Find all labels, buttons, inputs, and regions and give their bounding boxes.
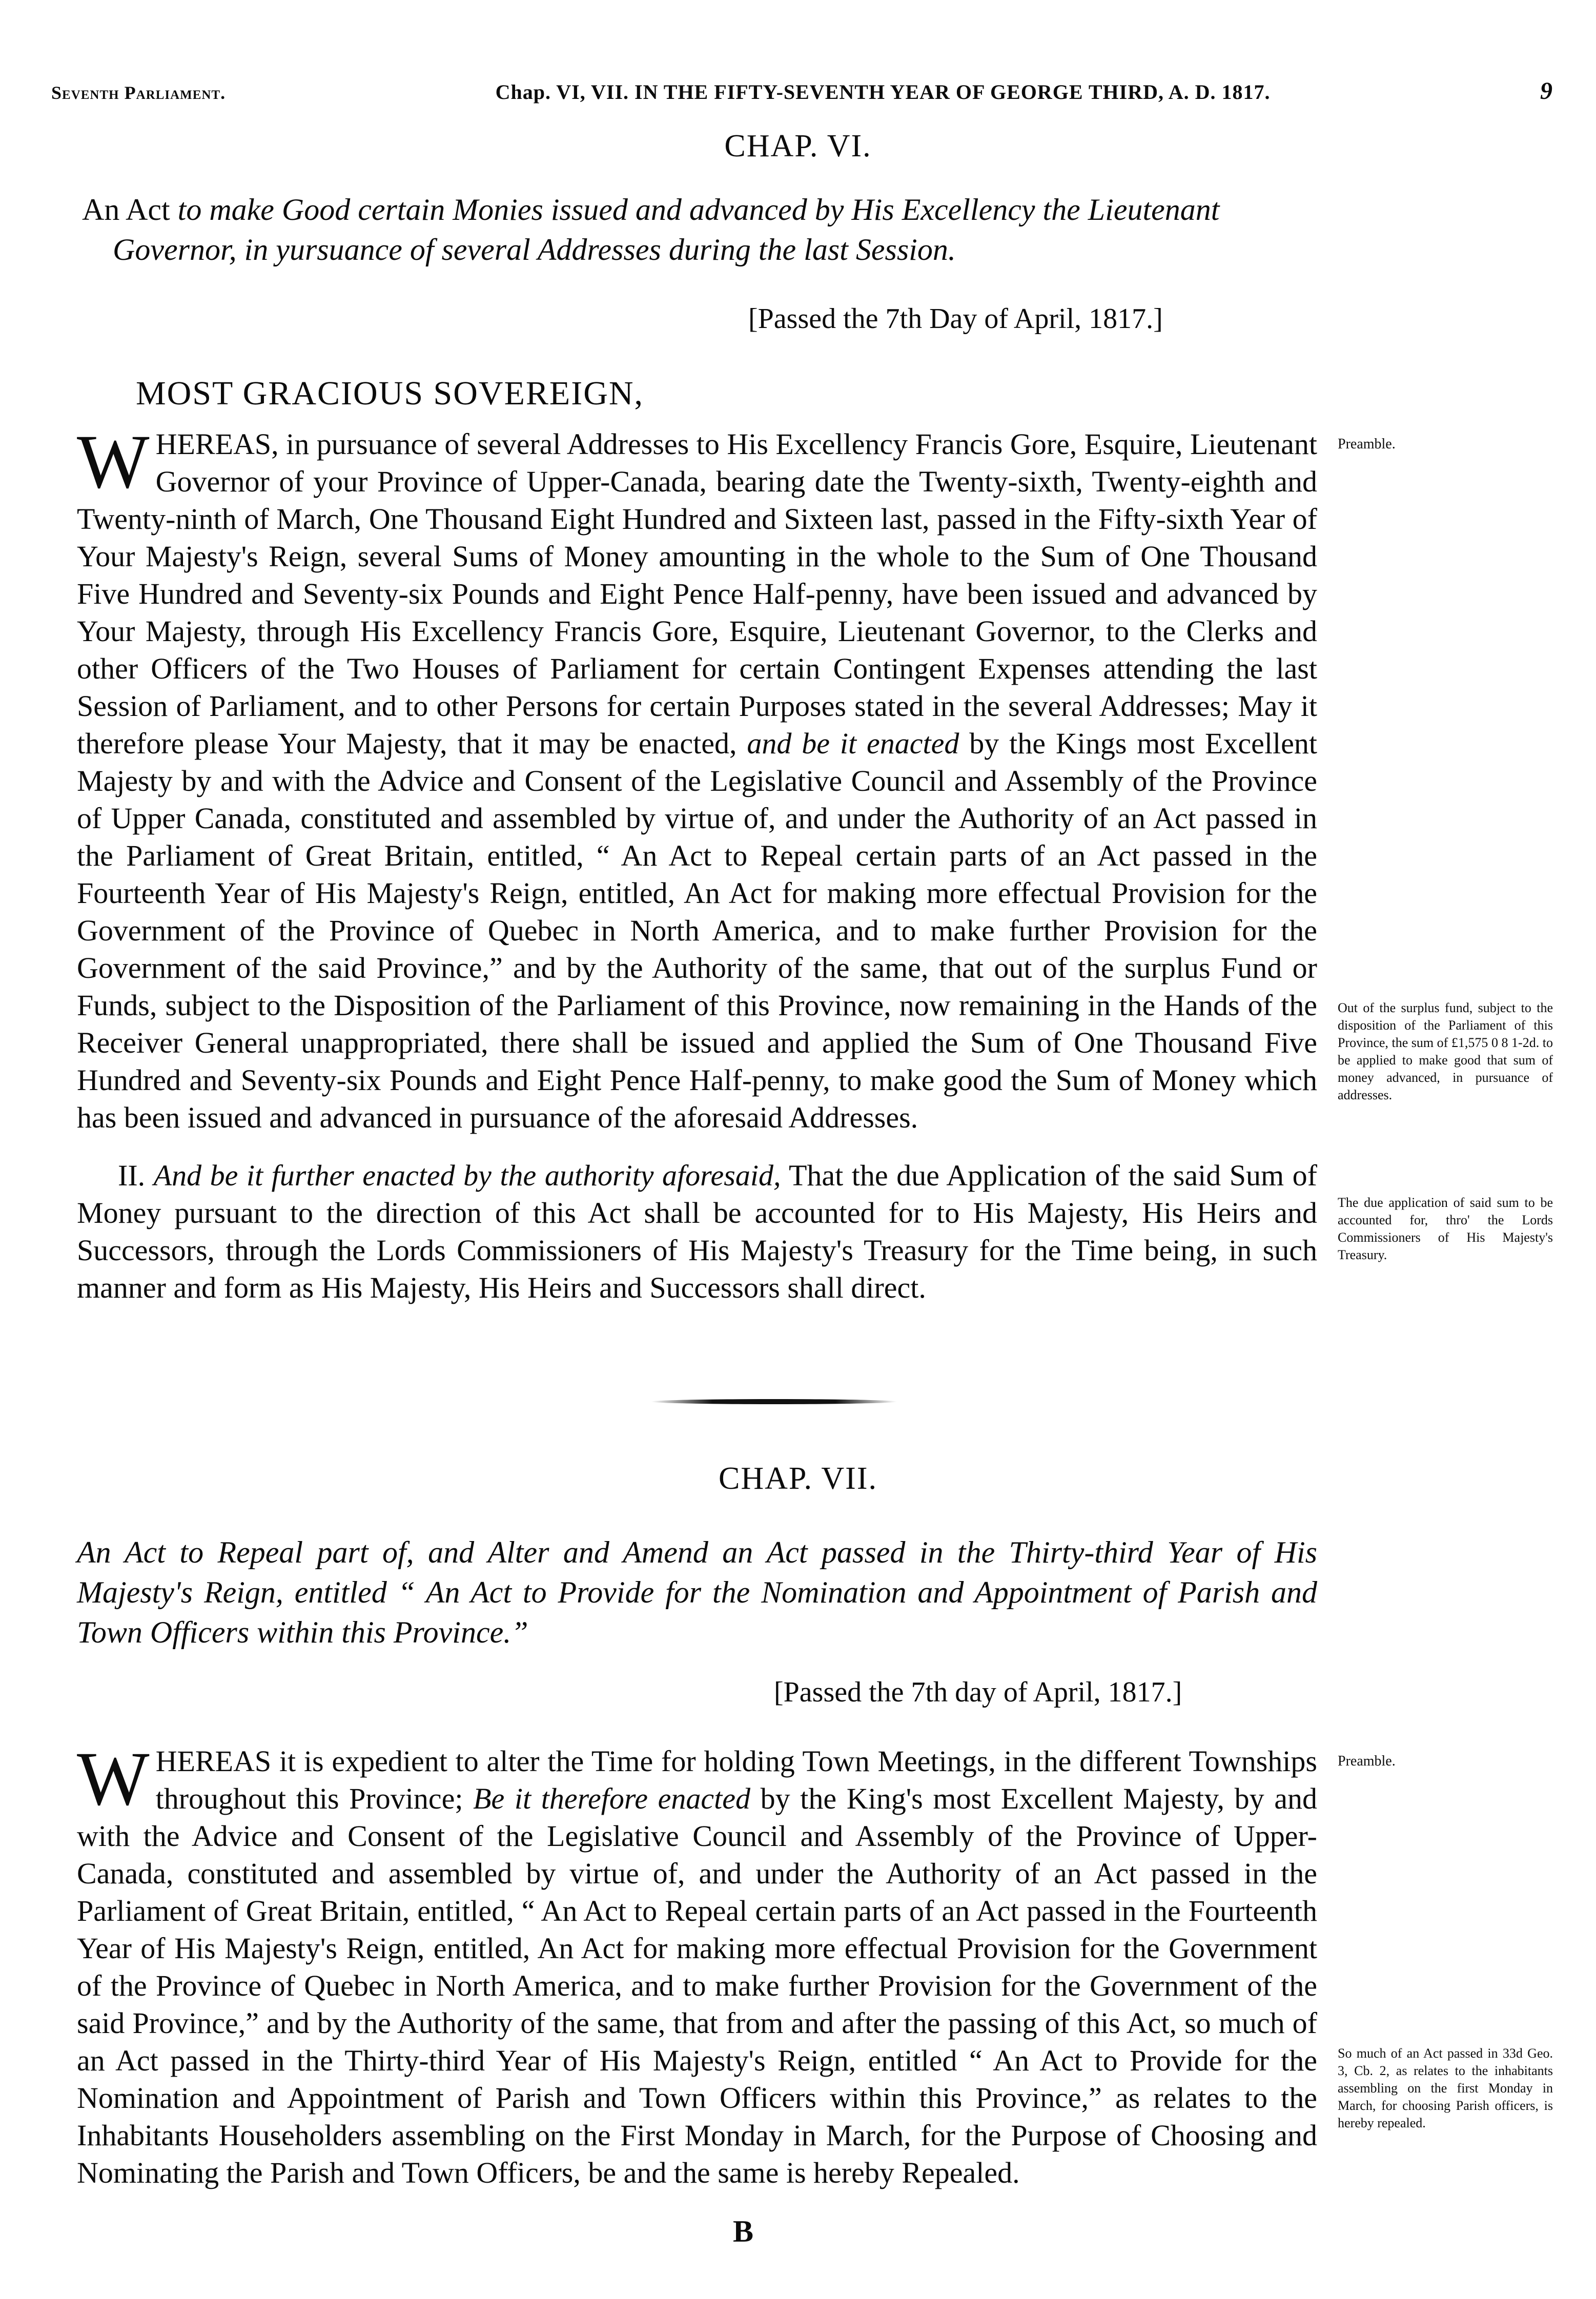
- chapter-7-paragraph-1-rest: by the King's most Excellent Majesty, by and with the Advice and Consent of the Legislative Council and Assembly of the Province of Upper-Canada, constituted and assembled by virtue of, and under the Authority of an Act passed in the Parliament of Great Britain, entitled, “ An Act to Repeal certain parts of an Act passed in the Fourteenth Year of His Majesty's Reign, entitled, An Act for making more effectual Provision for the Government of the Province of Quebec in North America, and to make further Provision for the Government of the said Province,” and by the Authority of the same, that from and after the passing of this Act, so much of an Act passed in the Thirty-third Year of His Majesty's Reign, entitled “ An Act to Provide for the Nomination and Appointment of Parish and Town Officers within this Province,” as relates to the Inhabitants Householders assembling on the First Monday in March, for the Purpose of Choosing and Nominating the Parish and Town Officers, be and the same is hereby Repealed.: [77, 1782, 1317, 2189]
- chapter-6-paragraph-1-italic: and be it enacted: [747, 727, 959, 760]
- chapter-6-paragraph-1-text: HEREAS, in pursuance of several Addresses to His Excellency Francis Gore, Esquire, Lieutenant Governor of your Province of Upper-Canada, bearing date the Twenty-sixth, Twenty-eighth and Twenty-ninth of March, One Thousand Eight Hundred and Sixteen last, passed in the Fifty-sixth Year of Your Majesty's Reign, several Sums of Money amounting in the whole to the Sum of One Thousand Five Hundred and Seventy-six Pounds and Eight Pence Half-penny, have been issued and advanced by Your Majesty, through His Excellency Francis Gore, Esquire, Lieutenant Governor, to the Clerks and other Officers of the Two Houses of Parliament for certain Contingent Expenses attending the last Session of Parliament, and to other Persons for certain Purposes stated in the several Addresses; May it therefore please Your Majesty, that it may be enacted,: [77, 427, 1317, 760]
- running-header: [51, 77, 1553, 105]
- chapter-7-body: [77, 1736, 1317, 2191]
- chapter-7-heading: CHAP. VII.: [719, 1461, 877, 1496]
- chapter-6-dropcap: W: [77, 419, 150, 504]
- chapter-6-paragraph-2: [77, 1157, 1317, 1306]
- chapter-6-paragraph-1-rest: by the Kings most Excellent Majesty by and with the Advice and Consent of the Legislative Council and Assembly of the Province of Upper Canada, constituted and assembled by virtue of, and under the Authority of an Act passed in the Parliament of Great Britain, entitled, “ An Act to Repeal certain parts of an Act passed in the Fourteenth Year of His Majesty's Reign, entitled, An Act for making more effectual Provision for the Government of the Province of Quebec in North America, and to make further Provision for the Government of the said Province,” and by the Authority of the same, that out of the surplus Fund or Funds, subject to the Disposition of the Parliament of this Province, now remaining in the Hands of the Receiver General unappropriated, there shall be issued and applied the Sum of One Thousand Five Hundred and Seventy-six Pounds and Eight Pence Half-penny, to make good the Sum of Money which has been issued and advanced in pursuance of the aforesaid Addresses.: [77, 727, 1317, 1134]
- running-header-parliament: Seventh Parliament.: [51, 83, 226, 103]
- section-divider-rule: [651, 1399, 897, 1404]
- chapter-6-passed-date: [Passed the 7th Day of April, 1817.]: [748, 303, 1163, 335]
- running-header-title: Chap. VI, VII. IN THE FIFTY-SEVENTH YEAR OF GEORGE THIRD, A. D. 1817.: [495, 80, 1271, 104]
- chapter-6-body: [77, 419, 1317, 1306]
- chapter-6-section-number: II.: [118, 1159, 154, 1192]
- chapter-6-title-line2: Governor, in yursuance of several Addresses during the last Session.: [113, 233, 956, 266]
- chapter-7-paragraph-1: [77, 1736, 1317, 2191]
- chapter-6-title: [82, 190, 1348, 270]
- chapter-7-paragraph-1-text: HEREAS it is expedient to alter the Time for holding Town Meetings, in the different Townships throughout this Province;: [155, 1744, 1317, 1815]
- margin-note-preamble-7: Preamble.: [1338, 1753, 1396, 1769]
- page-number: 9: [1540, 77, 1553, 105]
- chapter-7-paragraph-1-italic: Be it therefore enacted: [473, 1782, 750, 1815]
- salutation: MOST GRACIOUS SOVEREIGN,: [136, 375, 644, 412]
- chapter-7-dropcap: W: [77, 1736, 150, 1821]
- chapter-7-title: An Act to Repeal part of, and Alter and Amend an Act passed in the Thirty-third Year of His Majesty's Reign, entitled “ An Act to Provide for the Nomination and Appointment of Parish and Town Officers within this Province.”: [77, 1535, 1317, 1649]
- margin-note-preamble-6: Preamble.: [1338, 436, 1396, 452]
- chapter-6-paragraph-1: [77, 419, 1317, 1136]
- margin-note-surplus-fund: Out of the surplus fund, subject to the disposition of the Parliament of this Province, the sum of £1,575 0 8 1-2d. to be applied to make good that sum of money advanced, in pursuance of addresses.: [1338, 1000, 1553, 1102]
- chapter-6-paragraph-2-text: That the due Application of the said Sum of Money pursuant to the direction of this Act shall be accounted for to His Majesty, His Heirs and Successors, through the Lords Commissioners of His Majesty's Treasury for the Time being, in such manner and form as His Majesty, His Heirs and Successors shall direct.: [77, 1159, 1317, 1304]
- chapter-6-title-rest: to make Good certain Monies issued and advanced by His Excellency the Lieutenant: [170, 193, 1220, 227]
- chapter-7-passed-date: [Passed the 7th day of April, 1817.]: [774, 1676, 1182, 1708]
- margin-note-repeal: So much of an Act passed in 33d Geo. 3, Cb. 2, as relates to the inhabitants assembling on the first Monday in March, for choosing Parish officers, is hereby repealed.: [1338, 2046, 1553, 2130]
- signature-mark: B: [733, 2214, 754, 2248]
- chapter-6-heading: CHAP. VI.: [724, 129, 872, 163]
- chapter-6-title-lead: An Act: [82, 193, 170, 227]
- margin-note-due-application: The due application of said sum to be accounted for, thro' the Lords Commissioners of His Majesty's Treasury.: [1338, 1195, 1553, 1262]
- chapter-6-paragraph-2-italic: And be it further enacted by the authority aforesaid,: [153, 1159, 781, 1192]
